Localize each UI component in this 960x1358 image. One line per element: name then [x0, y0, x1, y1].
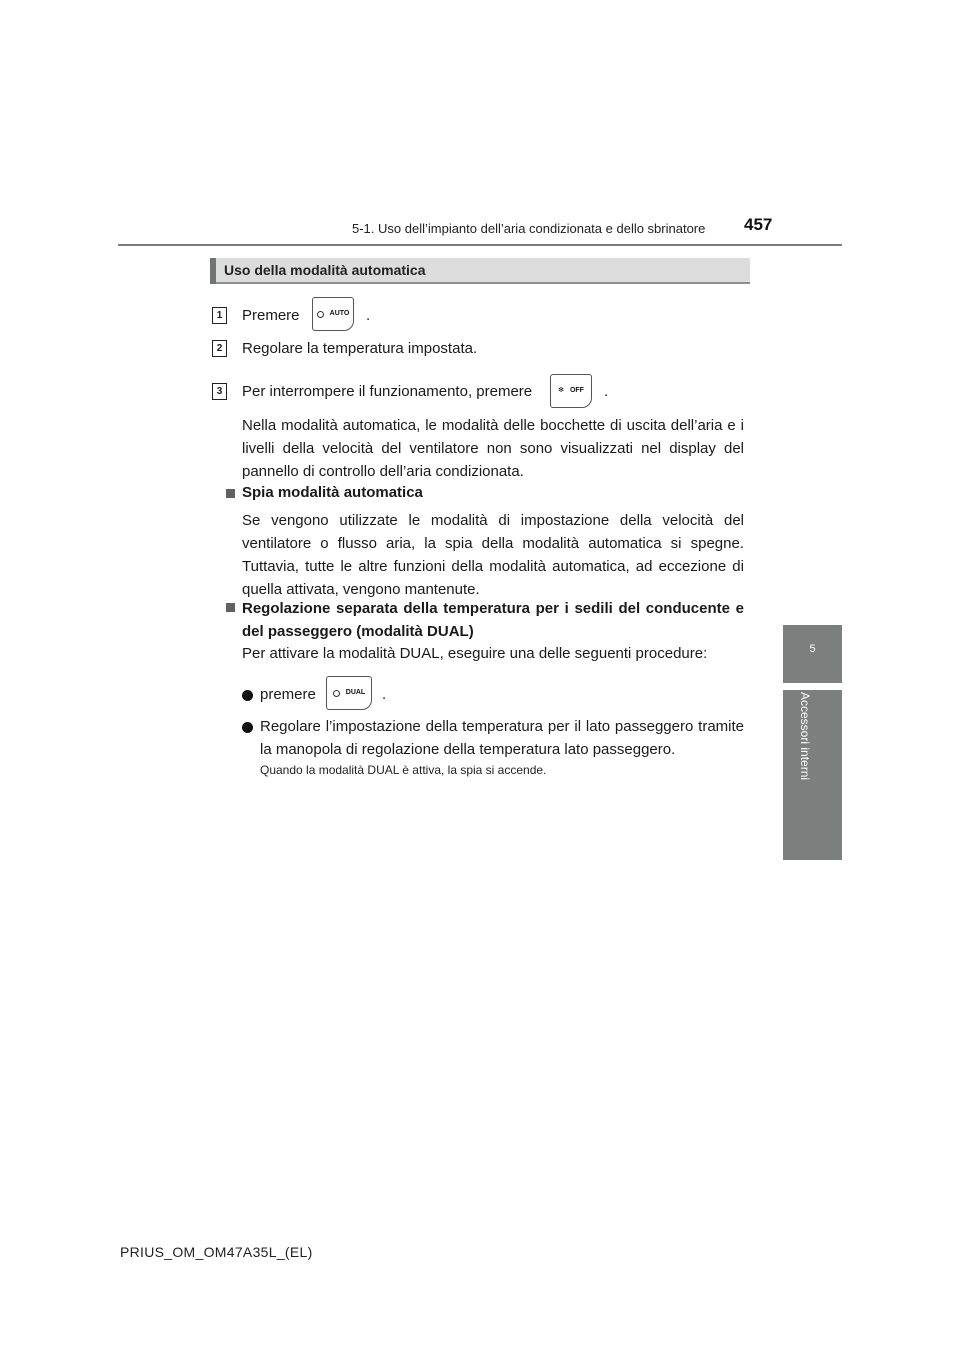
off-button-icon	[550, 374, 592, 408]
subsection-marker	[226, 489, 235, 498]
subsection-body-auto-light: Se vengono utilizzate le modalità di impostazione della velocità del ventilatore o flusso aria, la spia della modalità automatica si spegne. Tuttavia, tutte le altre funzioni della modalità automatica, ad eccezione di quella attivata, vengono mantenute.	[242, 512, 744, 598]
step-number-2: 2	[212, 340, 227, 357]
step-number-3: 3	[212, 383, 227, 400]
chapter-number: 5	[809, 643, 816, 655]
indicator-light-icon	[333, 690, 340, 697]
header-divider	[118, 244, 842, 246]
chapter-tab	[783, 625, 842, 683]
chapter-label: Accessori interni	[798, 692, 812, 781]
dual-step-1-text: premere	[260, 686, 316, 703]
subsection-marker	[226, 603, 235, 612]
subsection-body-dual: Per attivare la modalità DUAL, eseguire una delle seguenti procedure:	[242, 645, 708, 662]
chapter-side-bar	[783, 690, 842, 860]
list-bullet	[242, 722, 253, 733]
list-bullet	[242, 690, 253, 701]
off-button-label: OFF	[569, 387, 584, 394]
dual-button-icon	[326, 676, 372, 710]
step-1-text: Premere	[242, 307, 300, 324]
document-code: PRIUS_OM_OM47A35L_(EL)	[120, 1244, 313, 1260]
running-header: 5-1. Uso dell’impianto dell’aria condizionata e dello sbrinatore	[352, 221, 706, 236]
section-heading	[210, 258, 750, 284]
fan-icon: ✻	[558, 387, 564, 394]
dual-button-label: DUAL	[345, 689, 366, 696]
dual-step-2-text: Regolare l’impostazione della temperatura per il lato passeggero tramite la manopola di regolazione della temperatura lato passeggero.	[260, 718, 744, 758]
page-number: 457	[744, 215, 773, 234]
indicator-light-icon	[317, 311, 324, 318]
step-number-1: 1	[212, 307, 227, 324]
auto-mode-info: Nella modalità automatica, le modalità delle bocchette di uscita dell’aria e i livelli della velocità del ventilatore non sono visualizzati nel display del pannello di controllo dell’aria condizionata.	[242, 417, 744, 480]
section-title: Uso della modalità automatica	[224, 262, 426, 278]
subsection-heading-dual: Regolazione separata della temperatura per i sedili del conducente e del passeggero (modalità DUAL)	[242, 600, 744, 640]
step-3-period: .	[604, 383, 609, 400]
subsection-heading-auto-light: Spia modalità automatica	[242, 484, 423, 501]
dual-note: Quando la modalità DUAL è attiva, la spia si accende.	[260, 763, 547, 777]
section-heading-marker	[210, 258, 216, 284]
auto-button-icon	[312, 297, 354, 331]
step-1-period: .	[366, 307, 371, 324]
auto-button-label: AUTO	[329, 310, 350, 317]
step-2-text: Regolare la temperatura impostata.	[242, 340, 478, 357]
step-3-text: Per interrompere il funzionamento, premere	[242, 383, 533, 400]
dual-step-1-period: .	[382, 686, 387, 703]
